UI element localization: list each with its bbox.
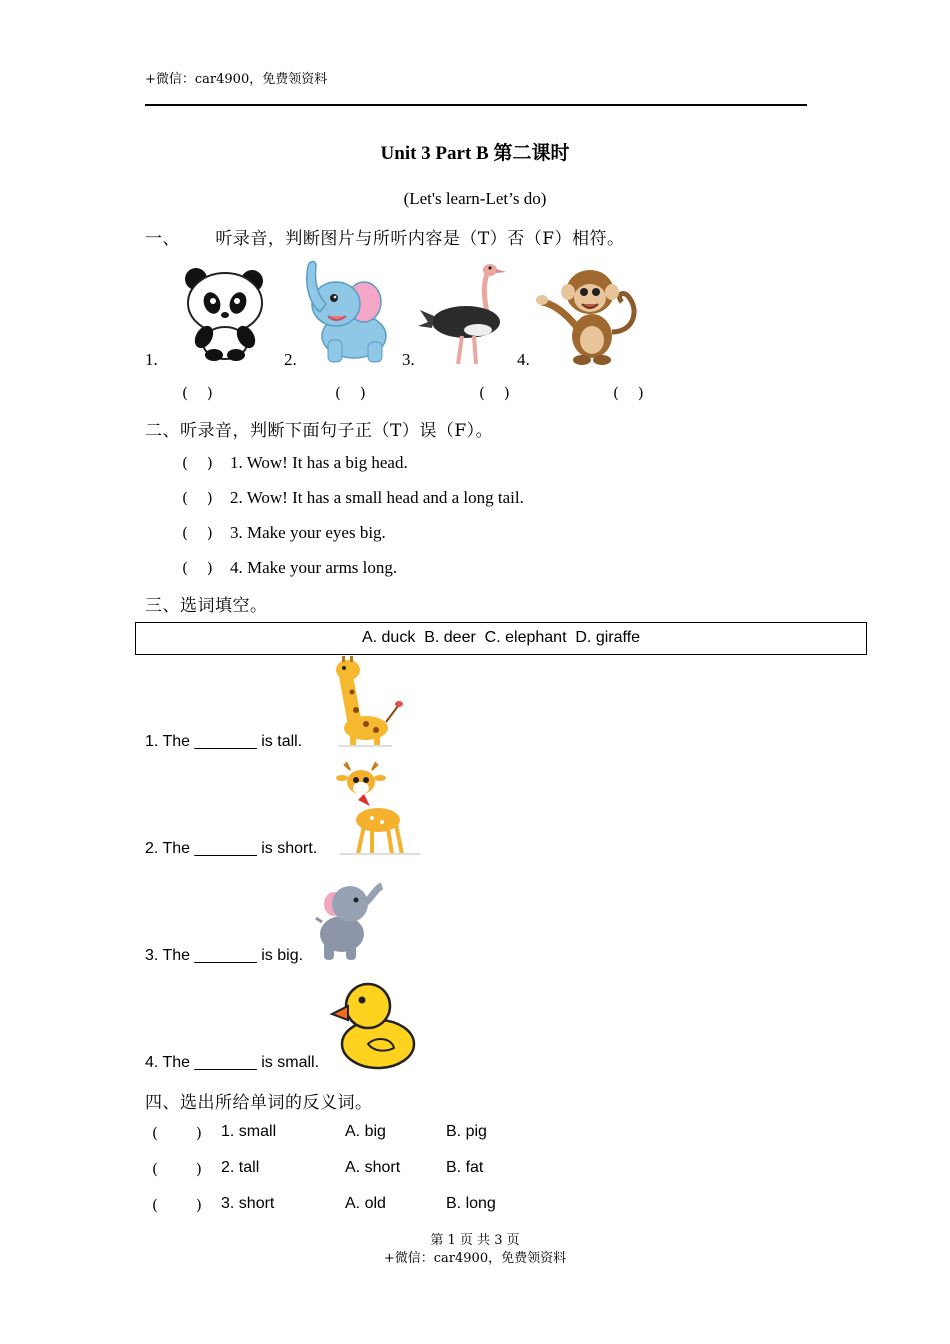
page-title: Unit 3 Part B 第二课时: [380, 143, 570, 164]
s2-item-1-answer[interactable]: ( ): [182, 454, 213, 472]
s1-item-2-num: 2.: [284, 350, 297, 369]
s4-item-3-option-a: A. old: [345, 1195, 386, 1212]
s2-item-2-answer[interactable]: ( ): [182, 489, 213, 507]
section1-heading: 一、 听录音，判断图片与所听内容是（T）否（F）相符。: [145, 229, 625, 249]
elephant-image: [298, 256, 394, 366]
s4-item-3-option-b: B. long: [446, 1195, 496, 1212]
s4-item-1-option-b: B. pig: [446, 1123, 487, 1140]
s1-item-4-answer[interactable]: ( ): [613, 384, 644, 402]
giraffe-image: [332, 656, 406, 748]
s2-item-4-text: 4. Make your arms long.: [230, 558, 398, 577]
word-bank: A. duck B. deer C. elephant D. giraffe: [135, 622, 867, 655]
s4-item-2-answer[interactable]: ( ): [152, 1160, 202, 1178]
s4-item-2-option-a: A. short: [345, 1159, 401, 1176]
s1-item-3-answer[interactable]: ( ): [479, 384, 510, 402]
s1-item-4-num: 4.: [517, 350, 530, 369]
s4-item-1-option-a: A. big: [345, 1123, 386, 1140]
deer-image: [336, 762, 422, 858]
section3-heading: 三、选词填空。: [145, 596, 268, 616]
s3-item-3-text: 3. The _______ is big.: [145, 947, 304, 964]
header-rule: [145, 104, 807, 106]
page-number: 第 1 页 共 3 页: [430, 1233, 520, 1248]
section4-heading: 四、选出所给单词的反义词。: [145, 1093, 373, 1113]
s1-item-1-answer[interactable]: ( ): [182, 384, 213, 402]
header-text: +微信：car4900，免费领资料: [145, 72, 328, 87]
s4-item-3-answer[interactable]: ( ): [152, 1196, 202, 1214]
s2-item-2-text: 2. Wow! It has a small head and a long tail.: [230, 488, 524, 507]
s4-item-3-word: 3. short: [221, 1195, 275, 1212]
s2-item-3-text: 3. Make your eyes big.: [230, 523, 386, 542]
s1-item-1-num: 1.: [145, 350, 158, 369]
small-elephant-image: [312, 878, 386, 962]
s4-item-1-answer[interactable]: ( ): [152, 1124, 202, 1142]
s2-item-3-answer[interactable]: ( ): [182, 524, 213, 542]
panda-image: [182, 265, 268, 361]
s3-item-2-text: 2. The _______ is short.: [145, 840, 318, 857]
page-subtitle: (Let's learn-Let’s do): [403, 189, 547, 208]
s3-item-1-text: 1. The _______ is tall.: [145, 733, 303, 750]
duck-image: [330, 978, 420, 1072]
footer-text: +微信：car4900，免费领资料: [383, 1251, 567, 1266]
s4-item-1-word: 1. small: [221, 1123, 277, 1140]
s2-item-1-text: 1. Wow! It has a big head.: [230, 453, 408, 472]
s1-item-2-answer[interactable]: ( ): [335, 384, 366, 402]
s2-item-4-answer[interactable]: ( ): [182, 559, 213, 577]
s4-item-2-word: 2. tall: [221, 1159, 260, 1176]
ostrich-image: [418, 260, 514, 366]
section2-heading: 二、听录音，判断下面句子正（T）误（F）。: [145, 421, 494, 441]
s4-item-2-option-b: B. fat: [446, 1159, 484, 1176]
monkey-image: [536, 262, 642, 366]
s3-item-4-text: 4. The _______ is small.: [145, 1054, 320, 1071]
s1-item-3-num: 3.: [402, 350, 415, 369]
